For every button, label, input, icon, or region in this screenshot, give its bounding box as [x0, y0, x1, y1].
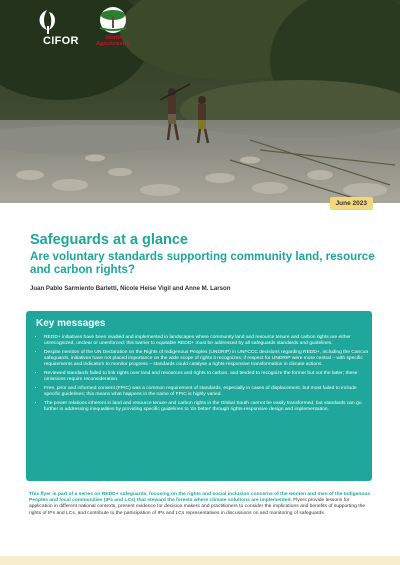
- page-subtitle: Are voluntary standards supporting community land, resource and carbon rights?: [30, 250, 375, 276]
- cifor-tree-icon: [33, 8, 71, 36]
- wordmark-line-1: World: [105, 35, 121, 41]
- series-note-highlight: This flyer is part of a series on REDD+ safeguards, focusing on the rights and social inclusion concerns of the women and men of the Indigenous Peoples and local communities (IPs and LCs) that steward the forests where climate solutions are implemented.: [29, 492, 371, 504]
- cifor-logo: [33, 8, 79, 48]
- key-message-item: • Despite mention of the UN Declaration on the Rights of Indigenous Peoples (UNDRIP) in UNFCCC decisions regarding REDD+, including the Cancun safeguards, initiatives have not placed importance on the wide scope of rights it recognizes; if respect for UNDRIP were more central – with specific requirements and indicators to monitor progress – standards could catalyse a rights-responsive transformation in climate actions.: [44, 350, 374, 369]
- date-badge: June 2023: [330, 197, 373, 210]
- key-message-item: • Reviewed standards failed to link rights over land and resources and rights to carbon, and tended to recognize the former but not the latter; these omissions require reconsideration.: [44, 371, 374, 383]
- series-note-body: Flyers provide lessons for application in different national contexts, present evidence for decision makers and practitioners to consider the implications and benefits of supporting the rights of IPs and LCs, and contribute to the participation of IPs and LCs representatives in discussions on and monitoring of safeguards.: [29, 498, 366, 516]
- series-note: [29, 492, 374, 517]
- world-agroforestry-wordmark: [88, 35, 138, 47]
- key-message-item: • REDD+ initiatives have been readied and implemented in landscapes where community land and resource tenure and carbon rights are either unrecognized, unclear or unenforced; this barrier to equitable REDD+ must be addressed by all safeguards standards and guidelines.: [44, 335, 374, 347]
- page-title: Safeguards at a glance: [30, 232, 188, 248]
- key-messages-list: [34, 335, 374, 416]
- key-messages-heading: Key messages: [36, 318, 106, 329]
- tree-icon: [90, 6, 136, 36]
- cifor-wordmark: CIFOR: [43, 35, 79, 47]
- key-message-item: • The power relations inherent in land and resource tenure and carbon rights in the Global South cannot be easily transformed, but standards can go further in addressing inequalities by providing specific guidelines to 'do better' through rights-responsive design and implementation.: [44, 401, 374, 413]
- bottom-strip: [0, 556, 400, 565]
- key-messages-box: [26, 311, 372, 481]
- authors: Juan Pablo Sarmiento Barletti, Nicole Heise Vigil and Anne M. Larson: [30, 285, 231, 292]
- wordmark-line-2: Agroforestry: [96, 41, 130, 47]
- key-message-item: • Free, prior and informed consent (FPIC) was a common requirement of standards, especially in cases of displacement, but most failed to include specific guidelines; this means what happens in the name of FPIC is highly varied.: [44, 386, 374, 398]
- world-agroforestry-logo: [90, 6, 136, 50]
